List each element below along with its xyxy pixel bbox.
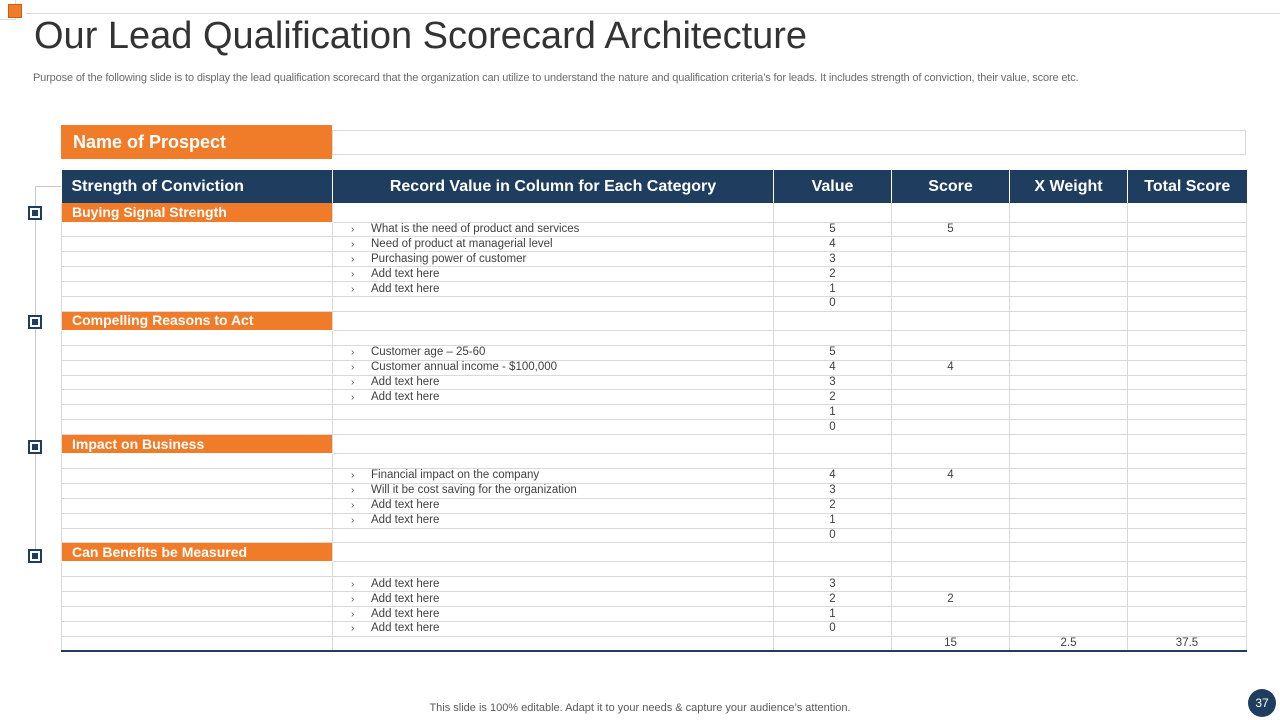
table-row: [62, 330, 1247, 345]
criteria-text: Customer age – 25-60: [371, 346, 486, 359]
criteria-text: Purchasing power of customer: [371, 252, 527, 265]
value-cell[interactable]: 2: [774, 498, 892, 513]
totals-row: [62, 636, 1247, 651]
table-cell[interactable]: [62, 330, 333, 345]
page-subtitle: Purpose of the following slide is to display the lead qualification scorecard that the organization can utilize to understand the nature and qualification criteria’s for leads. It includes strength of conviction, their value, score etc.: [33, 72, 1079, 84]
category-label: Impact on Business: [62, 435, 333, 454]
score-cell[interactable]: [892, 282, 1010, 297]
score-cell[interactable]: [892, 296, 1010, 311]
score-cell[interactable]: [892, 513, 1010, 528]
page-title: Our Lead Qualification Scorecard Architecture: [34, 15, 808, 57]
total-cell[interactable]: [1128, 252, 1247, 267]
score-cell[interactable]: 4: [892, 468, 1010, 483]
table-cell[interactable]: [1128, 203, 1247, 222]
chevron-right-icon: ›: [351, 578, 355, 590]
criteria-cell[interactable]: [333, 405, 774, 420]
prospect-label: Name of Prospect: [61, 125, 332, 159]
table-cell[interactable]: [62, 405, 333, 420]
category-label: Can Benefits be Measured: [62, 543, 333, 562]
value-cell[interactable]: [774, 562, 892, 577]
criteria-cell[interactable]: [333, 267, 774, 282]
weight-cell[interactable]: [1010, 330, 1128, 345]
table-row: [62, 282, 1247, 297]
table-cell[interactable]: [62, 513, 333, 528]
weight-cell[interactable]: [1010, 345, 1128, 360]
score-cell[interactable]: [892, 454, 1010, 469]
table-cell[interactable]: [62, 468, 333, 483]
score-cell[interactable]: [892, 252, 1010, 267]
table-cell[interactable]: [333, 311, 774, 330]
weight-cell[interactable]: [1010, 405, 1128, 420]
table-cell[interactable]: [62, 621, 333, 636]
table-cell[interactable]: [1128, 543, 1247, 562]
total-cell[interactable]: [1128, 237, 1247, 252]
score-cell[interactable]: 5: [892, 222, 1010, 237]
criteria-cell[interactable]: [333, 282, 774, 297]
criteria-cell[interactable]: [333, 498, 774, 513]
weight-cell[interactable]: [1010, 528, 1128, 543]
criteria-cell[interactable]: [333, 252, 774, 267]
chevron-right-icon: ›: [351, 500, 355, 512]
category-row: [62, 203, 1247, 222]
category-label: Buying Signal Strength: [62, 203, 333, 222]
value-cell[interactable]: 4: [774, 468, 892, 483]
score-cell[interactable]: [892, 621, 1010, 636]
table-row: [62, 267, 1247, 282]
category-marker-icon: [28, 206, 42, 220]
table-row: [62, 513, 1247, 528]
chevron-right-icon: ›: [351, 485, 355, 497]
table-cell[interactable]: [62, 222, 333, 237]
weight-cell[interactable]: [1010, 592, 1128, 607]
table-cell[interactable]: [62, 592, 333, 607]
total-cell[interactable]: [1128, 454, 1247, 469]
table-row: [62, 607, 1247, 622]
weight-cell[interactable]: [1010, 498, 1128, 513]
table-cell[interactable]: [62, 360, 333, 375]
scorecard-table: [61, 170, 1247, 652]
table-row: [62, 498, 1247, 513]
table-row: [62, 577, 1247, 592]
criteria-cell[interactable]: [333, 330, 774, 345]
score-cell[interactable]: [892, 390, 1010, 405]
weight-cell[interactable]: [1010, 267, 1128, 282]
table-cell[interactable]: [62, 483, 333, 498]
column-header: Total Score: [1128, 170, 1247, 203]
table-row: [62, 222, 1247, 237]
table-cell[interactable]: [62, 345, 333, 360]
weight-cell[interactable]: [1010, 296, 1128, 311]
score-cell[interactable]: [892, 267, 1010, 282]
table-body: [62, 203, 1247, 651]
chevron-right-icon: ›: [351, 347, 355, 359]
category-marker-icon: [28, 549, 42, 563]
table-row: [62, 592, 1247, 607]
score-cell[interactable]: 4: [892, 360, 1010, 375]
table-row: [62, 454, 1247, 469]
footer-note: [0, 702, 1280, 714]
total-cell[interactable]: [1128, 468, 1247, 483]
table-row: [62, 390, 1247, 405]
score-cell[interactable]: [892, 330, 1010, 345]
table-row: [62, 483, 1247, 498]
category-marker-icon: [28, 440, 42, 454]
table-cell: [62, 636, 333, 651]
criteria-cell[interactable]: [333, 375, 774, 390]
table-row: [62, 528, 1247, 543]
table-cell[interactable]: [62, 454, 333, 469]
category-row: [62, 543, 1247, 562]
score-total[interactable]: 15: [892, 636, 1010, 651]
table-row: [62, 621, 1247, 636]
weight-cell[interactable]: [1010, 375, 1128, 390]
table-cell: [333, 636, 774, 651]
total-cell[interactable]: [1128, 498, 1247, 513]
total-cell[interactable]: [1128, 390, 1247, 405]
table-row: [62, 345, 1247, 360]
table-cell[interactable]: [1010, 311, 1128, 330]
chevron-right-icon: ›: [351, 362, 355, 374]
value-cell[interactable]: 5: [774, 222, 892, 237]
score-cell[interactable]: [892, 345, 1010, 360]
column-header: Strength of Conviction: [62, 170, 333, 203]
chevron-right-icon: ›: [351, 223, 355, 235]
prospect-name-field[interactable]: [332, 130, 1246, 155]
timeline-connector: [35, 186, 36, 556]
table-cell[interactable]: [62, 375, 333, 390]
criteria-text: Add text here: [371, 375, 440, 388]
value-cell[interactable]: 0: [774, 528, 892, 543]
table-cell[interactable]: [892, 435, 1010, 454]
criteria-text: Add text here: [371, 592, 440, 605]
table-cell[interactable]: [62, 390, 333, 405]
criteria-text: Customer annual income - $100,000: [371, 361, 558, 374]
chevron-right-icon: ›: [351, 268, 355, 280]
score-cell[interactable]: [892, 237, 1010, 252]
criteria-cell[interactable]: [333, 345, 774, 360]
column-header: Record Value in Column for Each Category: [333, 170, 774, 203]
total-cell[interactable]: [1128, 592, 1247, 607]
value-cell[interactable]: 1: [774, 513, 892, 528]
value-cell[interactable]: 2: [774, 267, 892, 282]
value-cell[interactable]: 2: [774, 592, 892, 607]
total-cell[interactable]: [1128, 607, 1247, 622]
table-cell[interactable]: [62, 528, 333, 543]
chevron-right-icon: ›: [351, 623, 355, 635]
criteria-cell[interactable]: [333, 592, 774, 607]
table-row: [62, 375, 1247, 390]
table-cell[interactable]: [62, 237, 333, 252]
total-cell[interactable]: [1128, 513, 1247, 528]
value-cell[interactable]: 1: [774, 607, 892, 622]
column-header: Score: [892, 170, 1010, 203]
table-cell[interactable]: [62, 267, 333, 282]
score-cell[interactable]: 2: [892, 592, 1010, 607]
criteria-text: Add text here: [371, 282, 440, 295]
criteria-text: Need of product at managerial level: [371, 237, 553, 250]
criteria-cell[interactable]: [333, 607, 774, 622]
criteria-text: Add text here: [371, 607, 440, 620]
value-cell[interactable]: 0: [774, 621, 892, 636]
table-cell[interactable]: [333, 203, 774, 222]
footer-text: This slide is 100% editable. Adapt it to your needs & capture your audience’s attention.: [429, 702, 851, 714]
category-label: Compelling Reasons to Act: [62, 311, 333, 330]
table-row: [62, 468, 1247, 483]
criteria-text: Add text here: [371, 390, 440, 403]
table-cell[interactable]: [774, 435, 892, 454]
table-cell[interactable]: [892, 311, 1010, 330]
table-cell[interactable]: [892, 543, 1010, 562]
total-cell[interactable]: [1128, 577, 1247, 592]
table-row: [62, 405, 1247, 420]
total-cell[interactable]: [1128, 296, 1247, 311]
value-cell[interactable]: 1: [774, 282, 892, 297]
weight-cell[interactable]: [1010, 454, 1128, 469]
table-cell[interactable]: [62, 607, 333, 622]
value-cell[interactable]: 1: [774, 405, 892, 420]
criteria-text: Will it be cost saving for the organization: [371, 484, 577, 497]
criteria-text: Add text here: [371, 267, 440, 280]
table-header-row: [62, 170, 1247, 203]
weight-cell[interactable]: [1010, 237, 1128, 252]
chevron-right-icon: ›: [351, 593, 355, 605]
value-cell[interactable]: 3: [774, 483, 892, 498]
chevron-right-icon: ›: [351, 515, 355, 527]
total-cell[interactable]: [1128, 375, 1247, 390]
category-row: [62, 311, 1247, 330]
criteria-cell[interactable]: [333, 360, 774, 375]
table-row: [62, 420, 1247, 435]
table-row: [62, 360, 1247, 375]
table-cell[interactable]: [62, 420, 333, 435]
criteria-text: Add text here: [371, 577, 440, 590]
total-cell[interactable]: [1128, 222, 1247, 237]
column-header: X Weight: [1010, 170, 1128, 203]
page-number-badge: 37: [1248, 689, 1276, 717]
weight-cell[interactable]: [1010, 562, 1128, 577]
chevron-right-icon: ›: [351, 253, 355, 265]
score-cell[interactable]: [892, 483, 1010, 498]
total-cell[interactable]: [1128, 282, 1247, 297]
criteria-cell[interactable]: [333, 483, 774, 498]
chevron-right-icon: ›: [351, 376, 355, 388]
criteria-cell[interactable]: [333, 390, 774, 405]
column-header: Value: [774, 170, 892, 203]
criteria-cell[interactable]: [333, 420, 774, 435]
table-cell[interactable]: [774, 203, 892, 222]
value-cell[interactable]: 0: [774, 296, 892, 311]
score-cell[interactable]: [892, 577, 1010, 592]
criteria-cell[interactable]: [333, 528, 774, 543]
weight-cell[interactable]: [1010, 577, 1128, 592]
grand-total[interactable]: 37.5: [1128, 636, 1247, 651]
table-cell[interactable]: [62, 252, 333, 267]
criteria-cell[interactable]: [333, 468, 774, 483]
chevron-right-icon: ›: [351, 283, 355, 295]
score-cell[interactable]: [892, 562, 1010, 577]
criteria-text: Add text here: [371, 622, 440, 635]
chevron-right-icon: ›: [351, 391, 355, 403]
total-cell[interactable]: [1128, 330, 1247, 345]
table-cell[interactable]: [1128, 311, 1247, 330]
table-cell[interactable]: [774, 543, 892, 562]
criteria-text: What is the need of product and services: [371, 222, 580, 235]
chevron-right-icon: ›: [351, 238, 355, 250]
value-cell[interactable]: 3: [774, 577, 892, 592]
criteria-text: Add text here: [371, 514, 440, 527]
total-cell[interactable]: [1128, 360, 1247, 375]
criteria-cell[interactable]: [333, 222, 774, 237]
criteria-cell[interactable]: [333, 237, 774, 252]
weight-cell[interactable]: [1010, 282, 1128, 297]
table-row: [62, 562, 1247, 577]
weight-cell[interactable]: [1010, 420, 1128, 435]
criteria-cell[interactable]: [333, 296, 774, 311]
value-cell[interactable]: 4: [774, 237, 892, 252]
total-cell[interactable]: [1128, 528, 1247, 543]
table-row: [62, 252, 1247, 267]
total-cell[interactable]: [1128, 483, 1247, 498]
table-cell[interactable]: [333, 435, 774, 454]
table-cell[interactable]: [62, 498, 333, 513]
weight-cell[interactable]: [1010, 468, 1128, 483]
table-cell[interactable]: [1128, 435, 1247, 454]
criteria-cell[interactable]: [333, 513, 774, 528]
table-row: [62, 237, 1247, 252]
score-cell[interactable]: [892, 607, 1010, 622]
total-cell[interactable]: [1128, 267, 1247, 282]
weight-cell[interactable]: [1010, 621, 1128, 636]
score-cell[interactable]: [892, 498, 1010, 513]
weight-cell[interactable]: [1010, 513, 1128, 528]
criteria-text: Financial impact on the company: [371, 469, 540, 482]
value-cell[interactable]: [774, 330, 892, 345]
score-cell[interactable]: [892, 375, 1010, 390]
table-cell[interactable]: [62, 282, 333, 297]
weight-cell[interactable]: [1010, 252, 1128, 267]
table-cell[interactable]: [1010, 435, 1128, 454]
table-cell[interactable]: [774, 311, 892, 330]
criteria-text: Add text here: [371, 499, 440, 512]
timeline-connector-top: [35, 186, 61, 187]
table-cell[interactable]: [333, 543, 774, 562]
score-cell[interactable]: [892, 405, 1010, 420]
table-cell[interactable]: [62, 562, 333, 577]
criteria-cell[interactable]: [333, 577, 774, 592]
top-divider: [26, 13, 1280, 14]
category-marker-icon: [28, 315, 42, 329]
total-cell[interactable]: [1128, 405, 1247, 420]
table-cell[interactable]: [1010, 203, 1128, 222]
weight-total[interactable]: 2.5: [1010, 636, 1128, 651]
value-cell[interactable]: 3: [774, 252, 892, 267]
table-cell[interactable]: [62, 296, 333, 311]
criteria-cell[interactable]: [333, 562, 774, 577]
criteria-cell[interactable]: [333, 454, 774, 469]
chevron-right-icon: ›: [351, 608, 355, 620]
weight-cell[interactable]: [1010, 483, 1128, 498]
score-cell[interactable]: [892, 420, 1010, 435]
table-row: [62, 296, 1247, 311]
table-cell: [774, 636, 892, 651]
weight-cell[interactable]: [1010, 607, 1128, 622]
value-cell[interactable]: 5: [774, 345, 892, 360]
table-cell[interactable]: [1010, 543, 1128, 562]
total-cell[interactable]: [1128, 562, 1247, 577]
total-cell[interactable]: [1128, 621, 1247, 636]
chevron-right-icon: ›: [351, 470, 355, 482]
category-row: [62, 435, 1247, 454]
value-cell[interactable]: 0: [774, 420, 892, 435]
criteria-cell[interactable]: [333, 621, 774, 636]
total-cell[interactable]: [1128, 420, 1247, 435]
value-cell[interactable]: [774, 454, 892, 469]
table-cell[interactable]: [62, 577, 333, 592]
weight-cell[interactable]: [1010, 222, 1128, 237]
weight-cell[interactable]: [1010, 390, 1128, 405]
value-cell[interactable]: 3: [774, 375, 892, 390]
table-cell[interactable]: [892, 203, 1010, 222]
weight-cell[interactable]: [1010, 360, 1128, 375]
value-cell[interactable]: 4: [774, 360, 892, 375]
value-cell[interactable]: 2: [774, 390, 892, 405]
corner-accent-square: [8, 4, 22, 18]
score-cell[interactable]: [892, 528, 1010, 543]
total-cell[interactable]: [1128, 345, 1247, 360]
